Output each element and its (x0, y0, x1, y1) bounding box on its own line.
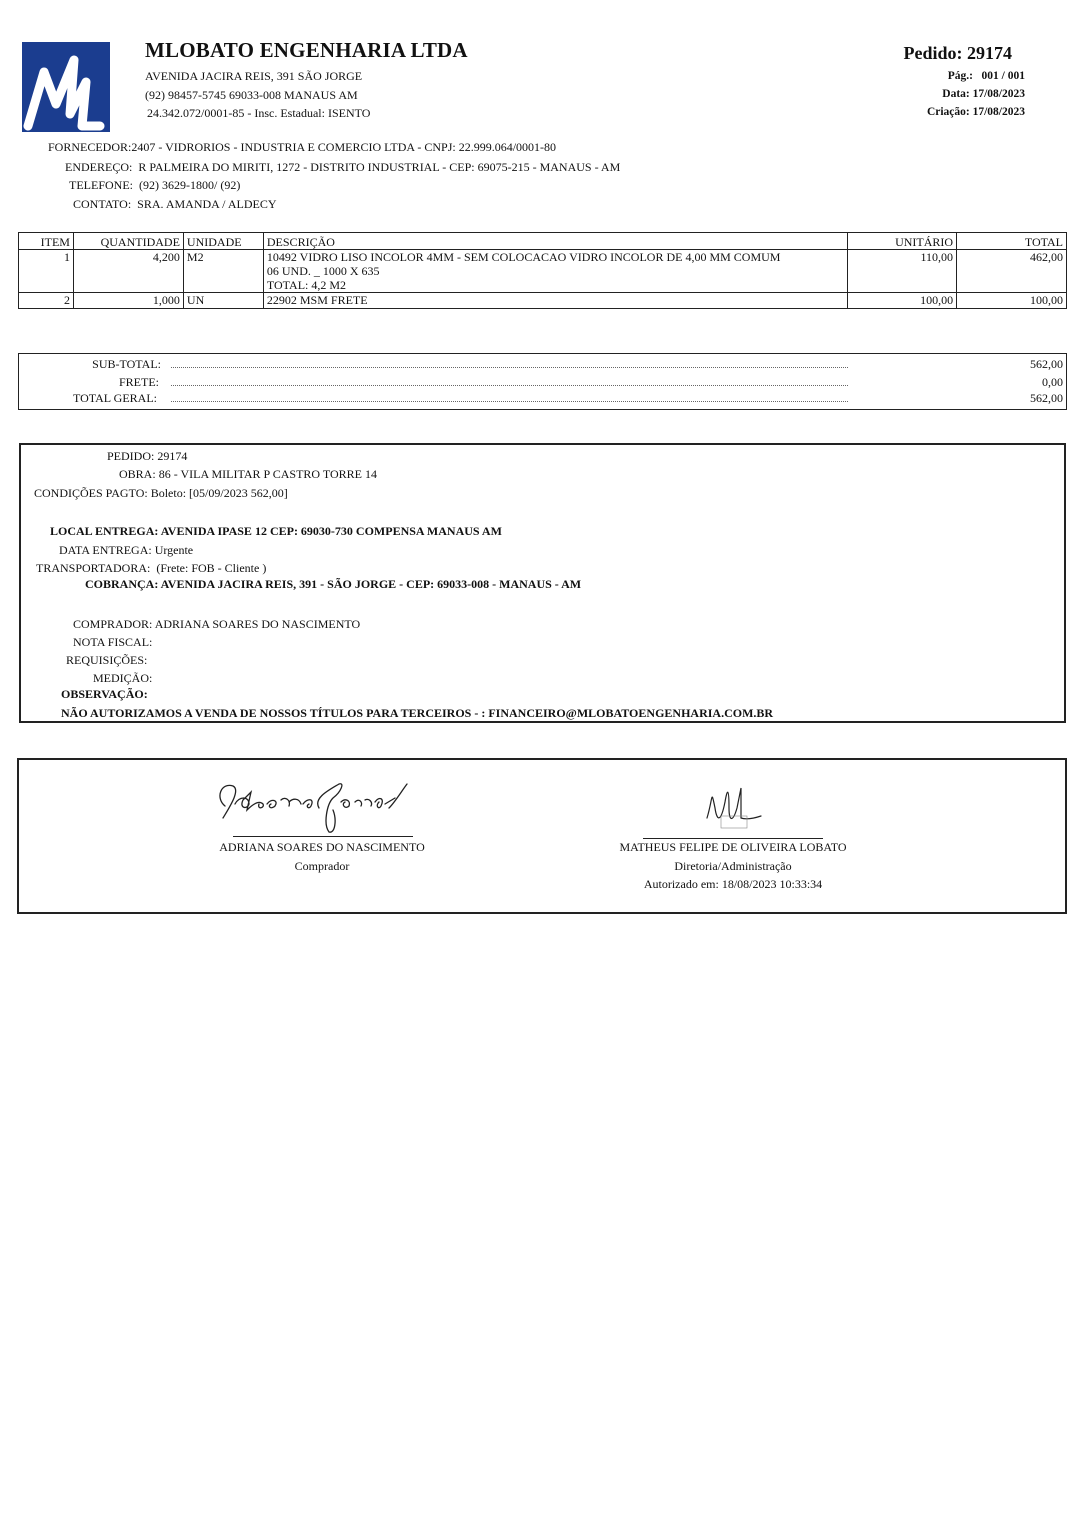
company-logo (22, 42, 110, 132)
supplier-phone-value: (92) 3629-1800/ (92) (139, 178, 241, 192)
buyer-signature-line (233, 836, 413, 837)
created-label: Criação: (926, 106, 970, 118)
supplier-contact-label: CONTATO: (73, 197, 132, 211)
payment-row (34, 486, 288, 501)
observation-label: OBSERVAÇÃO: (61, 687, 148, 701)
supplier-contact-value: SRA. AMANDA / ALDECY (137, 197, 277, 211)
freight-row (19, 375, 1066, 391)
items-header-row (19, 233, 1067, 250)
notice-text: NÃO AUTORIZAMOS A VENDA DE NOSSOS TÍTULOS PARA TERCEIROS - : FINANCEIRO@MLOBATOENGENHARIA.COM.BR (61, 706, 774, 720)
date-value: 17/08/2023 (972, 88, 1025, 100)
leader-dots (171, 385, 848, 386)
signatures-box (17, 758, 1067, 914)
cell-unit: UN (183, 293, 263, 309)
pedido-label: PEDIDO: (107, 449, 155, 463)
billing-address: COBRANÇA: AVENIDA JACIRA REIS, 391 - SÃO JORGE - CEP: 69033-008 - MANAUS - AM (85, 577, 582, 591)
buyer-signature (209, 774, 429, 836)
authorization-timestamp: Autorizado em: 18/08/2023 10:33:34 (643, 877, 823, 891)
grand-total-value: 562,00 (1030, 391, 1063, 405)
payment-value: Boleto: [05/09/2023 562,00] (150, 486, 288, 500)
director-signature-line (643, 838, 823, 839)
cell-item: 1 (19, 250, 74, 293)
delivery-date-value: Urgente (154, 543, 194, 557)
delivery-location: LOCAL ENTREGA: AVENIDA IPASE 12 CEP: 69030-730 COMPENSA MANAUS AM (50, 524, 502, 538)
cell-item: 2 (19, 293, 74, 309)
company-phone: (92) 98457-5745 69033-008 MANAUS AM (145, 88, 358, 102)
supplier-contact-row (73, 197, 277, 212)
description-line: 10492 VIDRO LISO INCOLOR 4MM - SEM COLOCACAO VIDRO INCOLOR DE 4,00 MM COMUM (266, 250, 781, 264)
totals-box (18, 353, 1067, 410)
invoice-label: NOTA FISCAL: (73, 635, 153, 649)
description-line: 06 UND. _ 1000 X 635 (266, 264, 380, 278)
order-date (942, 88, 1025, 100)
cell-description: 22902 MSM FRETE (263, 293, 847, 309)
cell-quantity: 4,200 (73, 250, 183, 293)
carrier-value: (Frete: FOB - Cliente ) (156, 561, 267, 575)
col-header-item: ITEM (19, 233, 74, 250)
payment-label: CONDIÇÕES PAGTO: (34, 486, 148, 500)
carrier-label: TRANSPORTADORA: (36, 561, 151, 575)
col-header-unit-price: UNITÁRIO (848, 233, 957, 250)
leader-dots (171, 367, 848, 368)
buyer-value: ADRIANA SOARES DO NASCIMENTO (154, 617, 361, 631)
freight-value: 0,00 (1042, 375, 1063, 389)
cell-unit-price: 110,00 (848, 250, 957, 293)
supplier-row (48, 140, 556, 155)
requisitions-label: REQUISIÇÕES: (66, 653, 148, 667)
delivery-date-label: DATA ENTREGA: (59, 543, 152, 557)
buyer-role: Comprador (294, 859, 350, 873)
col-header-total: TOTAL (957, 233, 1067, 250)
cell-unit-price: 100,00 (848, 293, 957, 309)
cell-unit: M2 (183, 250, 263, 293)
subtotal-row (19, 357, 1066, 373)
subtotal-value: 562,00 (1030, 357, 1063, 371)
company-address: AVENIDA JACIRA REIS, 391 SÃO JORGE (145, 69, 363, 83)
grand-total-label: TOTAL GERAL: (72, 391, 157, 405)
created-value: 17/08/2023 (972, 106, 1025, 118)
supplier-address-value: R PALMEIRA DO MIRITI, 1272 - DISTRITO INDUSTRIAL - CEP: 69075-215 - MANAUS - AM (138, 160, 621, 174)
supplier-address-label: ENDEREÇO: (65, 160, 133, 174)
supplier-phone-label: TELEFONE: (69, 178, 133, 192)
order-details-box (19, 443, 1066, 723)
col-header-unit: UNIDADE (183, 233, 263, 250)
measurement-label: MEDIÇÃO: (93, 671, 153, 685)
leader-dots (171, 401, 848, 402)
items-table (18, 232, 1067, 309)
pedido-value: 29174 (157, 449, 188, 463)
subtotal-label: SUB-TOTAL: (92, 357, 161, 371)
supplier-address-row (65, 160, 620, 175)
company-name: MLOBATO ENGENHARIA LTDA (145, 38, 468, 62)
date-label: Data: (942, 88, 970, 100)
obra-label: OBRA: (119, 467, 156, 481)
buyer-name: ADRIANA SOARES DO NASCIMENTO (219, 840, 425, 854)
freight-label: FRETE: (118, 375, 159, 389)
col-header-quantity: QUANTIDADE (73, 233, 183, 250)
supplier-value: 2407 - VIDRORIOS - INDUSTRIA E COMERCIO LTDA - CNPJ: 22.999.064/0001-80 (131, 140, 557, 154)
page-number (948, 70, 1025, 82)
cell-description (263, 250, 847, 293)
buyer-row (73, 617, 360, 632)
order-created (927, 106, 1025, 118)
pedido-row (107, 449, 187, 464)
description-line: TOTAL: 4,2 M2 (266, 278, 347, 292)
buyer-label: COMPRADOR: (73, 617, 153, 631)
delivery-date-row (59, 543, 193, 558)
cell-quantity: 1,000 (73, 293, 183, 309)
director-role: Diretoria/Administração (674, 859, 792, 873)
cell-total: 462,00 (957, 250, 1067, 293)
table-row (19, 250, 1067, 293)
page-label: Pág.: (947, 70, 973, 82)
obra-row (119, 467, 377, 482)
supplier-phone-row (69, 178, 240, 193)
supplier-label: FORNECEDOR: (48, 140, 132, 154)
page-value: 001 / 001 (981, 70, 1025, 82)
carrier-row (36, 561, 266, 576)
director-name: MATHEUS FELIPE DE OLIVEIRA LOBATO (619, 840, 847, 854)
order-title: Pedido: 29174 (903, 43, 1012, 63)
company-tax-id: 24.342.072/0001-85 - Insc. Estadual: ISENTO (147, 106, 371, 120)
obra-value: 86 - VILA MILITAR P CASTRO TORRE 14 (158, 467, 377, 481)
table-row (19, 293, 1067, 309)
col-header-description: DESCRIÇÃO (263, 233, 847, 250)
grand-total-row (19, 391, 1066, 407)
cell-total: 100,00 (957, 293, 1067, 309)
director-signature (699, 778, 769, 836)
